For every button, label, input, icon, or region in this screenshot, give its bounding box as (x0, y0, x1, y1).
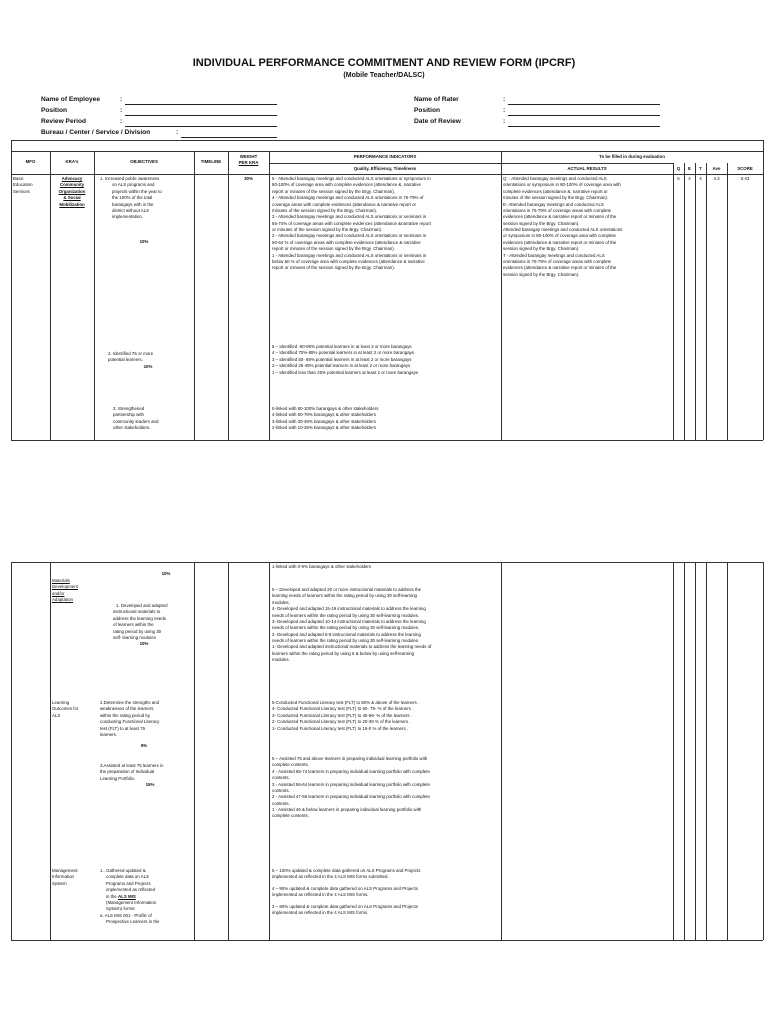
indicator-line: implemented as reflected in the 4 ALS MIS forms. (272, 909, 369, 915)
kra-learning (52, 700, 94, 719)
als-mis-label: ALS MIS (117, 893, 136, 899)
mfo-line: Education (13, 182, 33, 188)
kra-line: Learning (52, 700, 70, 705)
actual-line: orientations or symposium in 80-100% of coverage area with (503, 182, 621, 188)
kra-mis (52, 868, 94, 887)
objective-line: 3. Strengthened (113, 406, 145, 411)
indicator-line: 3- Conducted Functional Literacy test (FLT) to 40-59- % of the learners . (272, 712, 412, 718)
objective-line: district without ALS (112, 207, 150, 213)
col-t: T (699, 166, 702, 171)
indicator-line: 2-linked with 10-29% barangays & other stakeholders (272, 425, 376, 431)
indicator-line: below 50 % of coverage area with complete evidences (attendance & narrative (272, 258, 425, 264)
col-timeline: TIMELINE (200, 159, 222, 164)
form-subtitle: (Mobile Teacher/DALSC) (343, 72, 425, 79)
objective-line: partnership with (113, 412, 144, 418)
objective-line: (Management Information (106, 899, 157, 905)
actual-line: T - Attended barangay meetings and conducted ALS (503, 252, 605, 258)
score-value: 0.43 (740, 176, 750, 181)
indicator-line: implemented as reflected in the 4 ALS MIS forms submitted. (272, 874, 389, 880)
objective-2 (108, 351, 193, 370)
indicators-block-2 (272, 344, 500, 376)
kra-line: Organization (58, 188, 86, 194)
indicator-line: 2 - Attended barangay meetings and conducted ALS orientations or seminars in (272, 233, 427, 239)
objective-line: in the (106, 893, 117, 899)
indicator-line: 5-linked with 80-100% barangays & other stakeholders (272, 406, 379, 411)
objective-line: implemented as reflected (106, 887, 156, 893)
review-period-label: Review Period (41, 118, 87, 125)
objective-2-weight: 10% (143, 363, 153, 369)
position-field[interactable] (125, 115, 277, 116)
indicator-line: 3 – Identified 50- 69% potential learners in at least 2 or more barangays (272, 356, 412, 362)
col-to-be-filled: To be filled in during evaluation (599, 154, 665, 159)
objective-line: a. ALS MIS 001 - Profile of (100, 912, 152, 918)
kra-line: ALS (52, 712, 61, 718)
actual-line: orientations in 75-79% of coverage areas with complete (503, 258, 612, 264)
indicator-line: 65-74% of coverage areas with complete evidences (attendance &narrative report (272, 220, 431, 226)
col-objectives: OBJECTIVES (130, 159, 158, 164)
indicator-line: 80-100% of coverage area with complete evidences (attendance &, narrative (272, 182, 421, 188)
indicator-line: coverage areas with complete evidences (attendance & narrative report or (272, 201, 416, 207)
indicator-line: report or minutes of the session signed by the Brgy. Chairman). (272, 188, 395, 194)
indicator-line: contents. (272, 800, 290, 806)
indicator-line: 5 – Developed and adapted 20 or more instructional materials to address the (272, 587, 422, 592)
col-weight-line2: PER KRA (238, 160, 259, 166)
objective-line: weaknesses of the learners (100, 706, 154, 712)
objective-line: 2. Identified 75 or more (108, 351, 154, 356)
objective-line: address the learning needs (113, 615, 166, 621)
objective-line: community leaders and (113, 418, 159, 424)
col-q: Q (676, 166, 681, 171)
objective-portfolio (100, 763, 193, 789)
indicators-flt (272, 700, 500, 732)
actual-line: Attended barangay meetings and conducted ALS orientations (503, 227, 623, 232)
objective-line: potential learners. (108, 357, 143, 363)
rater-position-field[interactable] (508, 115, 660, 116)
indicators-materials (272, 587, 500, 664)
kra-cell (50, 176, 94, 208)
indicator-line: report or minutes of the session signed by the Brgy. Chairman). (272, 246, 395, 252)
name-of-employee-field[interactable] (125, 104, 277, 105)
colon: : (503, 96, 506, 103)
objective-line: conducting Functional Literacy (100, 719, 160, 725)
indicator-line: 4 - Assisted 65-74 learners in preparing individual learning portfolio with complete (272, 768, 430, 774)
objective-line: on ALS programs and (112, 182, 155, 188)
position-label: Position (41, 107, 68, 114)
name-of-rater-label: Name of Rater (414, 96, 459, 103)
objective-line: 1.. Gathered updated & (100, 868, 146, 873)
indicator-line: 5 – Assisted 75 and above learners in preparing individual learning portfolio with (272, 756, 428, 761)
col-kras: KRA's (65, 159, 79, 164)
indicator-line: 4 - Attended barangay meetings and conducted ALS orientations in 75-79% of (272, 195, 424, 201)
indicator-line: 1- Developed and adapted instructional materials to address the learning needs of (272, 644, 432, 650)
colon: : (120, 96, 123, 103)
col-e: E (688, 166, 691, 171)
kra-materials (52, 578, 94, 604)
objective-line: 2.Determine the strengths and (100, 700, 160, 705)
objective-line: System) forms: (106, 906, 136, 912)
rater-position-label: Position (414, 107, 441, 114)
actual-line: or symposium in 80-100% of coverage area with complete (503, 233, 616, 239)
objective-3 (113, 406, 193, 432)
indicator-line: 4 – Identified 70%-89% potential learners in at least 3 or more barangays (272, 350, 415, 356)
indicator-line: 4- Conducted Functional Literacy test (FLT) to 60- 79- % of the learners . (272, 706, 414, 712)
indicator-line: 5 – Identified -90-95% potential learners in at least 3 or more barangays (272, 344, 412, 349)
indicator-line: implemented as reflected in the 4 ALS MIS forms. (272, 892, 369, 898)
actual-line: session signed by the Brgy. Chairman). (503, 220, 580, 226)
col-qet: Quality, Efficiency, Timeliness (353, 166, 417, 171)
actual-results-cell (503, 176, 673, 278)
actual-line: evidences (attendance & narrative report or minutes of the (503, 214, 617, 220)
kra-line: Mobilization (59, 201, 85, 207)
objective-materials (113, 603, 193, 648)
indicator-line: needs of learners within the rating period by using 30 self-learning modules. (272, 638, 420, 643)
kra-line: Outcomes for (52, 706, 79, 712)
indicator-line: needs of learners within the rating period by using 30 self-learning modules. (272, 625, 420, 631)
actual-line: session signed by the Brgy. Chairman). (503, 271, 580, 277)
col-ave: Ave (712, 166, 721, 171)
objective-line: 3.Assisted at least 75 learners in (100, 763, 164, 768)
indicator-line: 3 – 80% updated & complete data gathered on ALS Programs and Projects (272, 903, 418, 909)
indicator-line: contents. (272, 787, 290, 793)
date-of-review-label: Date of Review (414, 118, 461, 125)
indicator-line: complete contents. (272, 762, 309, 768)
objective-line: the preparation of Individual (100, 769, 155, 775)
kra-line: Information (52, 874, 74, 880)
indicator-line: minutes of the session signed by the Brgy. Chairman). (272, 207, 378, 213)
objective-line: Learning Portfolio (100, 775, 135, 781)
e-value: 4 (688, 176, 691, 181)
objective-line: Prospective Learners in the (106, 919, 160, 924)
objective-line: the 100% of the total (112, 195, 153, 201)
objective-line: self- learning modules (113, 634, 156, 640)
indicator-line: 4-linked with 50-79% barangays & other stakeholders (272, 412, 376, 418)
indicators-portfolio (272, 756, 500, 820)
actual-line: orientations in 75-79% of coverage areas with complete (503, 207, 612, 213)
objective-line: projects within the year to (112, 188, 162, 194)
indicator-line: or minutes of the session signed by the Brgy. Chairman). (272, 227, 383, 232)
indicator-line: modules. (272, 657, 290, 663)
actual-line: E- Attended barangay meetings and conducted ALS (503, 201, 604, 207)
indicator-line: 3-linked with 30-49% barangays & other stakeholders (272, 418, 376, 424)
t-value: 4 (699, 176, 702, 181)
objective-line: Programs and Projects (106, 880, 151, 886)
objective-weight: 5% (140, 743, 148, 749)
kra-line: Management (52, 868, 78, 873)
mfo-line: Basic (13, 176, 24, 181)
kra-line: Community (59, 182, 85, 188)
indicators-block-1 (272, 176, 500, 272)
indicator-line: 3- Developed and adapted 10-14 instructional materials to address the learning (272, 618, 426, 624)
kra-weight: 30% (244, 176, 253, 181)
objective-line: other stakeholders. (113, 425, 151, 431)
indicator-line: modules. (272, 599, 290, 605)
form-title: INDIVIDUAL PERFORMANCE COMMITMENT AND REVIEW FORM (IPCRF) (192, 57, 576, 69)
col-weight-line1: WEIGHT (239, 154, 258, 159)
colon: : (120, 107, 123, 114)
indicator-line: 5 – 100% updated & complete data gathered on ALS Programs and Projects (272, 868, 421, 873)
indicator-line: contents. (272, 775, 290, 781)
objective-weight: 10% (139, 641, 149, 647)
kra-line: Materials (52, 578, 70, 583)
indicator-line: 4 – 90% updated & complete data gathered on ALS Programs and Projects (272, 885, 418, 891)
bureau-label: Bureau / Center / Service / Division (41, 129, 151, 136)
actual-line: session signed by the Brgy. Chairman). (503, 246, 580, 252)
col-score: SCORE (737, 166, 753, 171)
kra-line: Adaptation (52, 597, 73, 603)
indicator-line: 3 - Attended barangay meetings and conducted ALS orientations or seminars in (272, 214, 427, 220)
col-performance-indicators: PERFORMANCE INDICATORS (353, 154, 417, 159)
kra-line: Development (52, 584, 78, 590)
bureau-field[interactable] (181, 137, 277, 138)
review-period-field[interactable] (125, 126, 277, 127)
indicator-line: 1 – Identified less than 25% potential learners at least 2 or more barangays (272, 369, 418, 375)
objective-mis (100, 868, 194, 925)
date-of-review-field[interactable] (508, 126, 660, 127)
objective-flt (100, 700, 193, 750)
indicator-line: learners within the rating period by using 5 & below by using self-learning (272, 650, 415, 656)
objective-line: rating period by using 30 (113, 628, 162, 634)
indicators-block-3 (272, 406, 500, 432)
col-weight (228, 154, 269, 167)
objective-line: of learners within the (113, 622, 154, 628)
actual-line: evidences (attendance & narrative report or minutes of the (503, 265, 617, 271)
objective-line: test (FLT) to at least 75 (100, 725, 146, 731)
indicator-top: 1-linked with 0-9% barangays & other stakeholders (272, 564, 372, 569)
indicator-line: 2 – Identified 25-49% potential learners in at least 2 or more barangays (272, 363, 411, 369)
objective-line: within the rating period by (100, 712, 151, 718)
objective-line: 1. Developed and adapted (116, 603, 168, 608)
indicator-line: 5 - Attended barangay meetings and conducted ALS orientations or symposium in (272, 176, 431, 181)
colon: : (120, 118, 123, 125)
col-mfo: MFO (25, 159, 36, 164)
indicators-mis (272, 868, 500, 916)
indicator-line: 50-64 % of coverage areas with complete evidences (attendance & narrative (272, 239, 421, 245)
mfo-line: Services (13, 188, 30, 194)
actual-line: complete evidences (attendance &, narrative report or (503, 188, 608, 194)
kra-line: Advocacy (61, 176, 83, 181)
colon: : (176, 129, 179, 136)
indicator-line: 3 - Assisted 56-64 learners in preparing individual learning portfolio with complete (272, 781, 430, 787)
indicator-line: 1- Conducted Functional Literacy test (FLT) to 19-0 % of the learners . (272, 725, 409, 731)
indicator-line: 4- Developed and adapted 15-19 instructional materials to address the learning (272, 606, 426, 612)
indicator-line: 5-Conducted Functional Literacy test (FLT) to 80% & above of the learners . (272, 700, 420, 705)
indicator-line: learning needs of learners within the rating period by using 30 self-learning (272, 593, 417, 599)
actual-line: minutes of the session signed by the Brgy. Chairman). (503, 195, 609, 201)
indicator-line: 2- Conducted Functional Literacy test (FLT) to 20-39 % of the learners . (272, 719, 411, 725)
indicator-line: 1 - Assisted 46 & below learners in preparing individual learning portfolio with (272, 807, 422, 812)
name-of-employee-label: Name of Employee (41, 96, 100, 103)
actual-line: Q: - Attended barangay meetings and conducted ALS (503, 176, 607, 181)
kra-line: & Social (63, 195, 81, 201)
indicator-line: needs of learners within the rating period by using 30 self-learning modules. (272, 612, 420, 618)
objective-line: 1. Increased public awareness (100, 176, 160, 181)
indicator-line: 2 - Assisted 47-55 learners in preparing individual learning portfolio with complete (272, 794, 430, 800)
objective-line: learners. (100, 731, 118, 737)
objective-line: implementation. (112, 214, 143, 220)
objective-1-weight: 10% (139, 239, 149, 244)
colon: : (503, 118, 506, 125)
indicator-line: complete contents. (272, 813, 309, 819)
ave-value: 4.3 (713, 176, 720, 181)
indicator-line: report or minutes of the session signed by the Brgy. Chairman). (272, 265, 395, 271)
objective-1 (100, 176, 193, 221)
q-value: 5 (677, 176, 680, 181)
col-actual-results: ACTUAL RESULTS (567, 166, 607, 171)
objective-line: barangays with in the (112, 201, 154, 207)
objective-3-weight: 10% (161, 571, 171, 576)
kra-line: and/or (52, 590, 65, 596)
objective-weight: 15% (145, 782, 155, 788)
name-of-rater-field[interactable] (508, 104, 660, 105)
indicator-line: 1 - Attended barangay meetings and conducted ALS orientations or seminars in (272, 252, 427, 258)
colon: : (503, 107, 506, 114)
objective-line: complete data on ALS (106, 874, 149, 880)
mfo-cell (13, 176, 49, 195)
objective-line: instructional materials to (113, 609, 161, 615)
kra-line: System (52, 880, 67, 886)
indicator-line: 2- Developed and adapted 5-9 instructional materials to address the learning (272, 631, 421, 637)
actual-line: evidences (attendance & narrative report or minutes of the (503, 239, 617, 245)
